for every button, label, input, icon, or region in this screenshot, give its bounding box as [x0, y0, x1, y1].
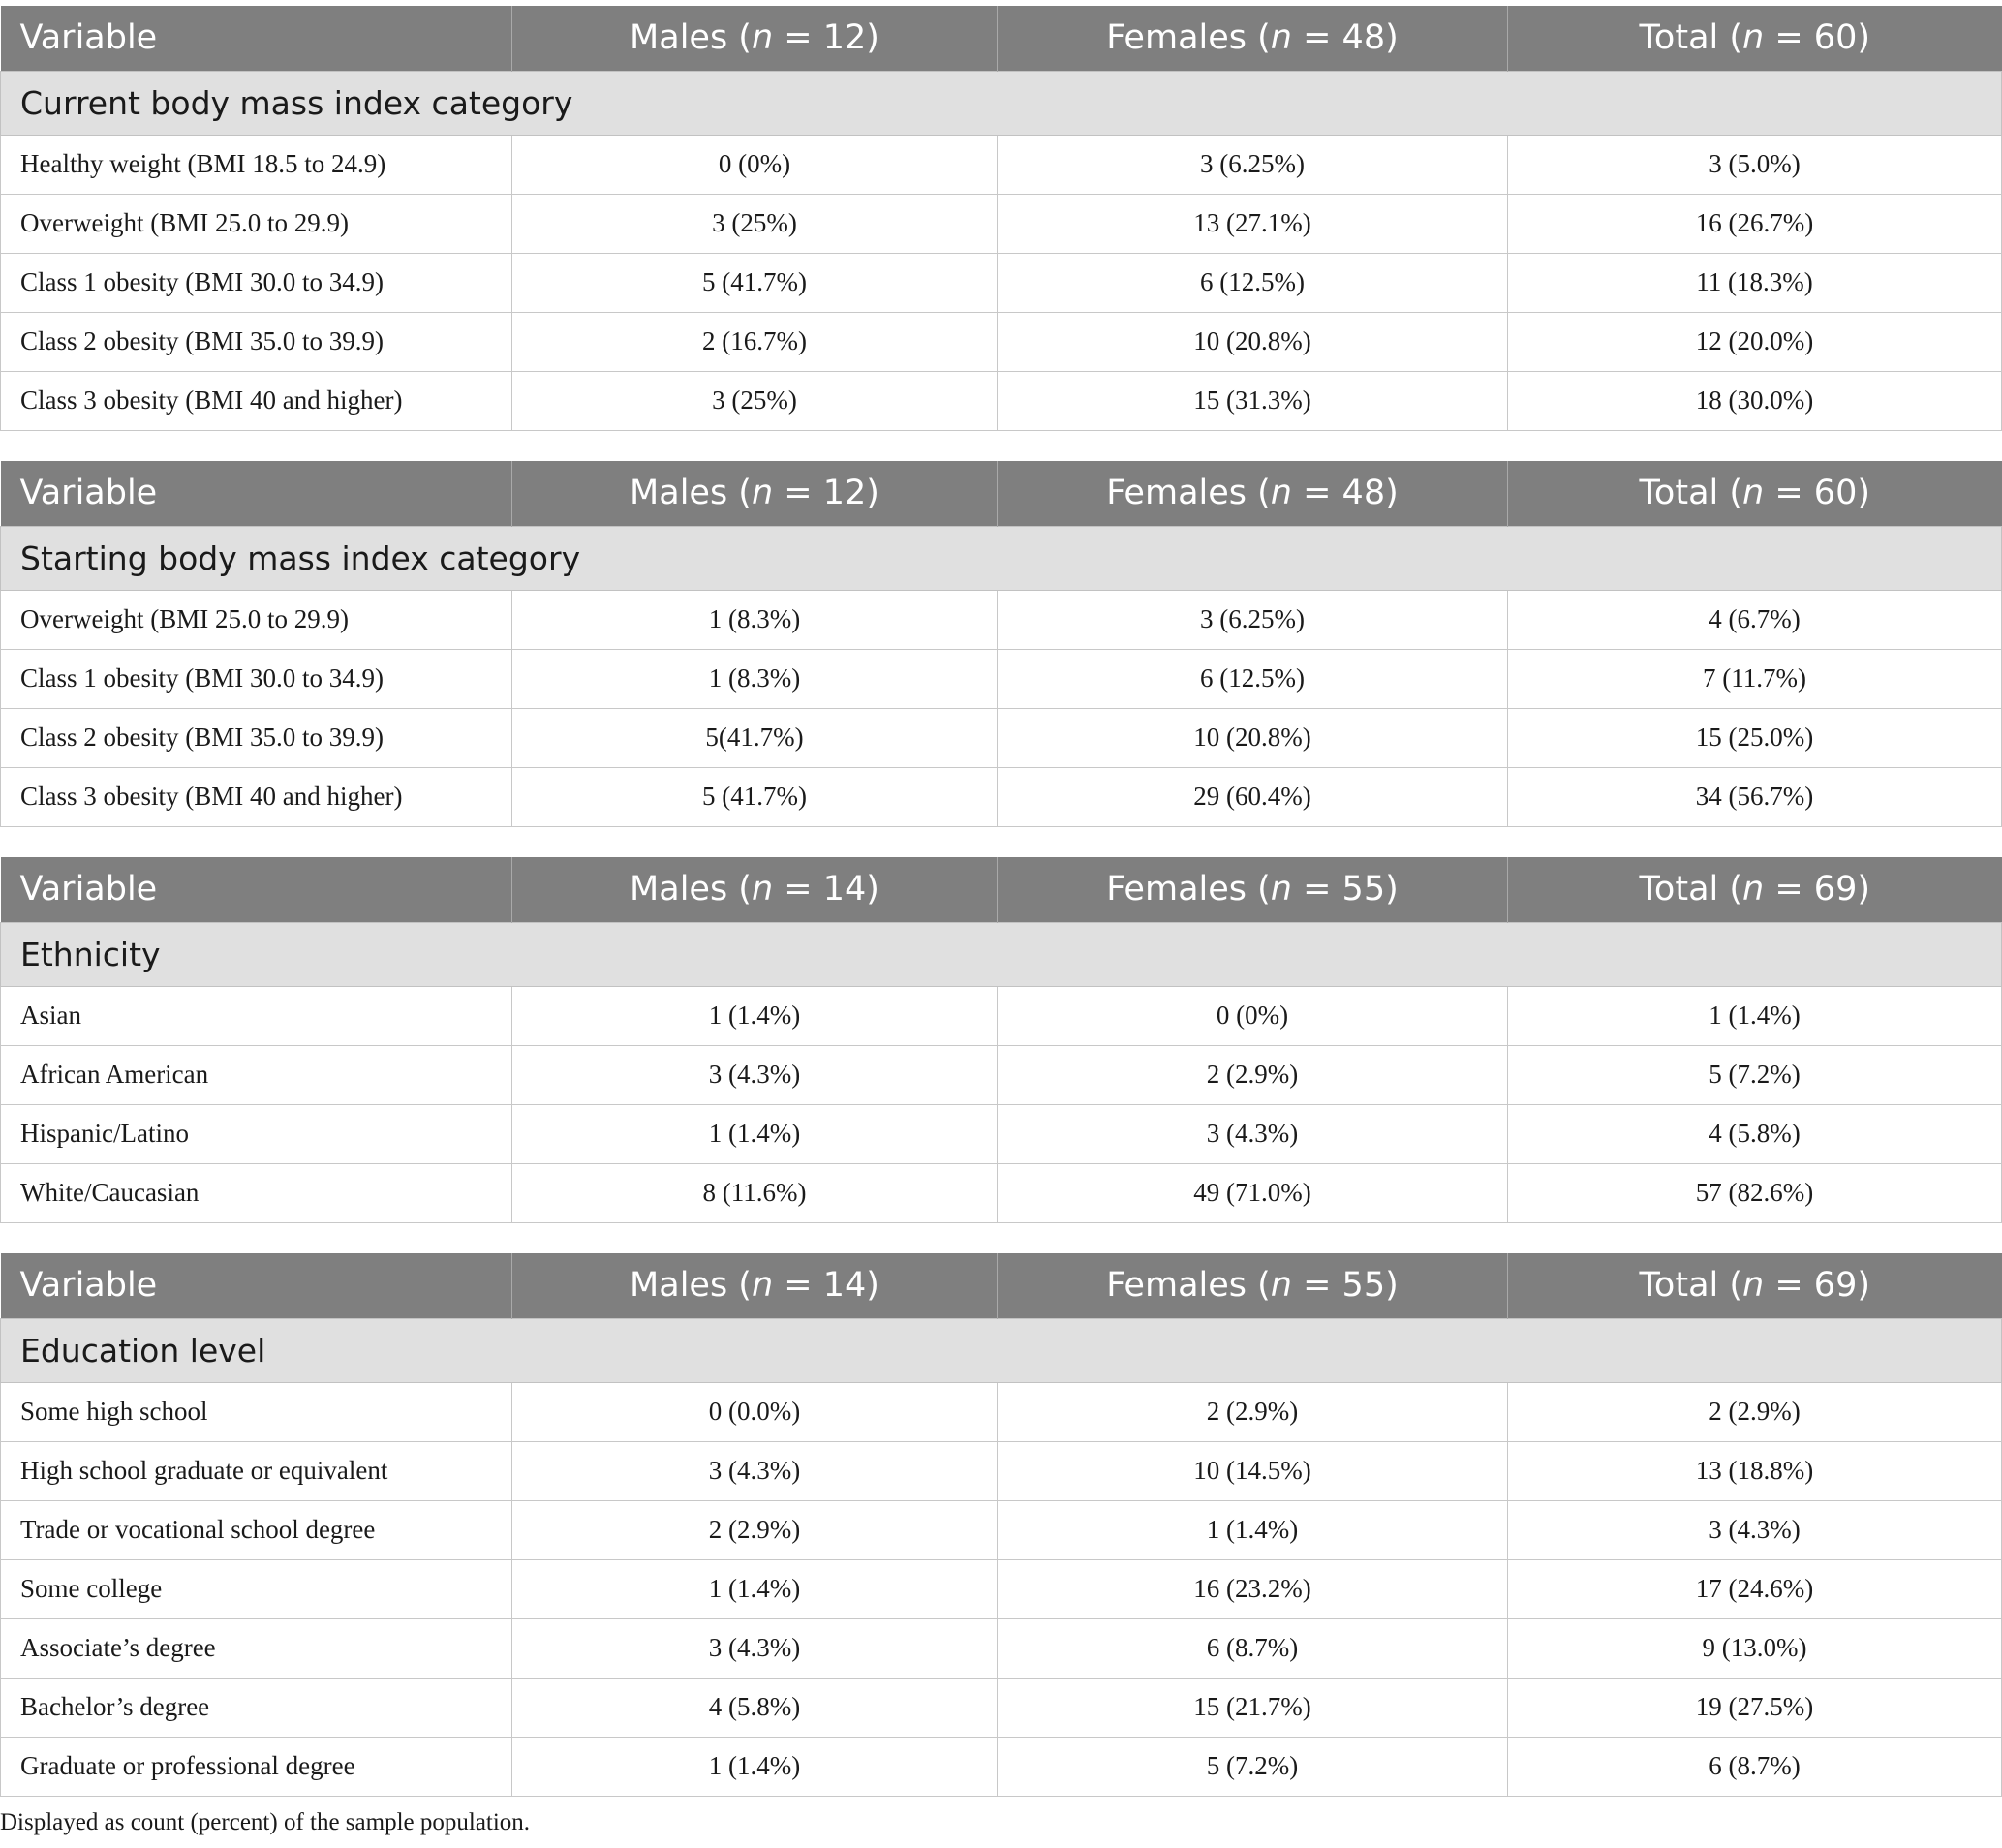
total-value: 18 (30.0%) [1508, 371, 2002, 430]
total-value: 3 (5.0%) [1508, 135, 2002, 194]
section-row [1, 71, 2002, 135]
males-value: 0 (0%) [512, 135, 998, 194]
header-females: Females (n = 48) [998, 6, 1508, 71]
table-row [1, 253, 2002, 312]
header-males: Males (n = 14) [512, 857, 998, 922]
row-label: Class 3 obesity (BMI 40 and higher) [1, 371, 512, 430]
row-label: Some high school [1, 1382, 512, 1441]
total-value: 3 (4.3%) [1508, 1500, 2002, 1559]
header-females: Females (n = 48) [998, 461, 1508, 526]
section-row [1, 922, 2002, 986]
females-value: 3 (6.25%) [998, 590, 1508, 649]
males-value: 1 (8.3%) [512, 590, 998, 649]
total-value: 11 (18.3%) [1508, 253, 2002, 312]
table-row [1, 708, 2002, 767]
row-label: Class 3 obesity (BMI 40 and higher) [1, 767, 512, 826]
row-label: Associate’s degree [1, 1618, 512, 1678]
males-value: 3 (4.3%) [512, 1045, 998, 1104]
total-value: 16 (26.7%) [1508, 194, 2002, 253]
row-label: Trade or vocational school degree [1, 1500, 512, 1559]
row-label: Healthy weight (BMI 18.5 to 24.9) [1, 135, 512, 194]
total-value: 57 (82.6%) [1508, 1163, 2002, 1222]
table-row [1, 1045, 2002, 1104]
males-value: 1 (1.4%) [512, 1104, 998, 1163]
header-row [1, 857, 2002, 922]
females-value: 5 (7.2%) [998, 1737, 1508, 1796]
males-value: 5 (41.7%) [512, 767, 998, 826]
section-title: Starting body mass index category [1, 526, 2002, 590]
females-value: 10 (14.5%) [998, 1441, 1508, 1500]
header-total: Total (n = 69) [1508, 1253, 2002, 1318]
males-value: 8 (11.6%) [512, 1163, 998, 1222]
section-row [1, 1318, 2002, 1382]
males-value: 0 (0.0%) [512, 1382, 998, 1441]
females-value: 6 (8.7%) [998, 1618, 1508, 1678]
table-row [1, 1500, 2002, 1559]
total-value: 12 (20.0%) [1508, 312, 2002, 371]
females-value: 15 (31.3%) [998, 371, 1508, 430]
header-total: Total (n = 60) [1508, 6, 2002, 71]
table-row [1, 194, 2002, 253]
header-row [1, 1253, 2002, 1318]
row-label: High school graduate or equivalent [1, 1441, 512, 1500]
females-value: 3 (4.3%) [998, 1104, 1508, 1163]
row-label: Asian [1, 986, 512, 1045]
table-row [1, 986, 2002, 1045]
total-value: 7 (11.7%) [1508, 649, 2002, 708]
total-value: 6 (8.7%) [1508, 1737, 2002, 1796]
males-value: 1 (8.3%) [512, 649, 998, 708]
total-value: 15 (25.0%) [1508, 708, 2002, 767]
header-males: Males (n = 12) [512, 6, 998, 71]
table-row [1, 1678, 2002, 1737]
males-value: 1 (1.4%) [512, 1737, 998, 1796]
table-row [1, 649, 2002, 708]
males-value: 5(41.7%) [512, 708, 998, 767]
males-value: 4 (5.8%) [512, 1678, 998, 1737]
row-label: Class 1 obesity (BMI 30.0 to 34.9) [1, 649, 512, 708]
header-males: Males (n = 12) [512, 461, 998, 526]
header-total: Total (n = 69) [1508, 857, 2002, 922]
row-label: Class 2 obesity (BMI 35.0 to 39.9) [1, 708, 512, 767]
row-label: Overweight (BMI 25.0 to 29.9) [1, 590, 512, 649]
section-title: Current body mass index category [1, 71, 2002, 135]
females-value: 10 (20.8%) [998, 312, 1508, 371]
females-value: 49 (71.0%) [998, 1163, 1508, 1222]
table-row [1, 1163, 2002, 1222]
females-value: 6 (12.5%) [998, 649, 1508, 708]
header-females: Females (n = 55) [998, 1253, 1508, 1318]
header-total: Total (n = 60) [1508, 461, 2002, 526]
header-males: Males (n = 14) [512, 1253, 998, 1318]
row-label: Some college [1, 1559, 512, 1618]
males-value: 2 (2.9%) [512, 1500, 998, 1559]
table-row [1, 135, 2002, 194]
males-value: 5 (41.7%) [512, 253, 998, 312]
table-current-bmi [0, 6, 2002, 431]
table-row [1, 1559, 2002, 1618]
males-value: 3 (25%) [512, 371, 998, 430]
row-label: Overweight (BMI 25.0 to 29.9) [1, 194, 512, 253]
header-females: Females (n = 55) [998, 857, 1508, 922]
females-value: 16 (23.2%) [998, 1559, 1508, 1618]
total-value: 13 (18.8%) [1508, 1441, 2002, 1500]
table-starting-bmi [0, 461, 2002, 827]
females-value: 15 (21.7%) [998, 1678, 1508, 1737]
table-row [1, 590, 2002, 649]
males-value: 2 (16.7%) [512, 312, 998, 371]
females-value: 0 (0%) [998, 986, 1508, 1045]
header-row [1, 461, 2002, 526]
row-label: Class 2 obesity (BMI 35.0 to 39.9) [1, 312, 512, 371]
table-row [1, 767, 2002, 826]
table-education [0, 1253, 2002, 1797]
header-variable: Variable [1, 1253, 512, 1318]
males-value: 1 (1.4%) [512, 1559, 998, 1618]
row-label: Class 1 obesity (BMI 30.0 to 34.9) [1, 253, 512, 312]
males-value: 3 (4.3%) [512, 1618, 998, 1678]
males-value: 3 (4.3%) [512, 1441, 998, 1500]
section-title: Ethnicity [1, 922, 2002, 986]
row-label: Bachelor’s degree [1, 1678, 512, 1737]
row-label: African American [1, 1045, 512, 1104]
females-value: 29 (60.4%) [998, 767, 1508, 826]
total-value: 34 (56.7%) [1508, 767, 2002, 826]
header-row [1, 6, 2002, 71]
table-row [1, 1618, 2002, 1678]
table-row [1, 312, 2002, 371]
females-value: 3 (6.25%) [998, 135, 1508, 194]
table-ethnicity [0, 857, 2002, 1223]
females-value: 10 (20.8%) [998, 708, 1508, 767]
total-value: 4 (6.7%) [1508, 590, 2002, 649]
males-value: 1 (1.4%) [512, 986, 998, 1045]
males-value: 3 (25%) [512, 194, 998, 253]
total-value: 4 (5.8%) [1508, 1104, 2002, 1163]
females-value: 6 (12.5%) [998, 253, 1508, 312]
row-label: Hispanic/Latino [1, 1104, 512, 1163]
total-value: 9 (13.0%) [1508, 1618, 2002, 1678]
table-row [1, 1441, 2002, 1500]
total-value: 2 (2.9%) [1508, 1382, 2002, 1441]
total-value: 1 (1.4%) [1508, 986, 2002, 1045]
females-value: 2 (2.9%) [998, 1382, 1508, 1441]
section-row [1, 526, 2002, 590]
row-label: Graduate or professional degree [1, 1737, 512, 1796]
total-value: 19 (27.5%) [1508, 1678, 2002, 1737]
total-value: 17 (24.6%) [1508, 1559, 2002, 1618]
females-value: 1 (1.4%) [998, 1500, 1508, 1559]
section-title: Education level [1, 1318, 2002, 1382]
females-value: 2 (2.9%) [998, 1045, 1508, 1104]
header-variable: Variable [1, 6, 512, 71]
table-row [1, 1737, 2002, 1796]
table-row [1, 1382, 2002, 1441]
table-row [1, 1104, 2002, 1163]
table-row [1, 371, 2002, 430]
females-value: 13 (27.1%) [998, 194, 1508, 253]
row-label: White/Caucasian [1, 1163, 512, 1222]
header-variable: Variable [1, 857, 512, 922]
table-footnote: Displayed as count (percent) of the sample population. [0, 1809, 531, 1835]
header-variable: Variable [1, 461, 512, 526]
total-value: 5 (7.2%) [1508, 1045, 2002, 1104]
